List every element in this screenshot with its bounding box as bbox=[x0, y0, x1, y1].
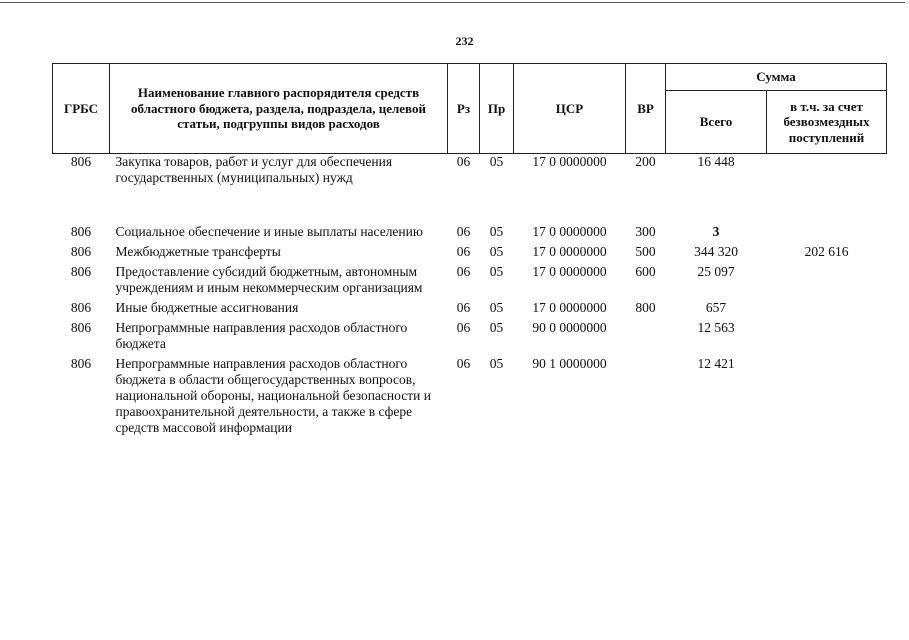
cell-pr: 05 bbox=[489, 154, 504, 169]
cell-csr: 17 0 0000000 bbox=[532, 300, 607, 315]
table-row bbox=[53, 300, 887, 320]
cell-vr: 800 bbox=[635, 300, 656, 315]
cell-pr: 05 bbox=[489, 244, 504, 259]
cell-free bbox=[767, 224, 887, 244]
header-rz: Рз bbox=[448, 64, 480, 154]
budget-table bbox=[52, 63, 887, 436]
header-pr: Пр bbox=[480, 64, 514, 154]
cell-vr: 300 bbox=[635, 224, 656, 239]
cell-rz: 06 bbox=[456, 224, 471, 239]
header-grbs: ГРБС bbox=[53, 64, 110, 154]
cell-total: 344 320 bbox=[694, 244, 738, 259]
cell-rz: 06 bbox=[456, 154, 471, 169]
cell-grbs: 806 bbox=[70, 154, 92, 169]
cell-vr: 500 bbox=[635, 244, 656, 259]
header-sum: Сумма bbox=[666, 64, 887, 91]
cell-csr: 17 0 0000000 bbox=[532, 154, 607, 169]
cell-free: 202 616 bbox=[804, 244, 849, 259]
top-rule bbox=[0, 2, 905, 3]
header-vr: ВР bbox=[626, 64, 666, 154]
cell-name: Предоставление субсидий бюджетным, автономным учреждениям и иным некоммерческим организациям bbox=[115, 264, 423, 295]
cell-vr bbox=[626, 356, 666, 436]
cell-name: Непрограммные направления расходов областного бюджета bbox=[115, 320, 408, 351]
cell-csr: 90 1 0000000 bbox=[532, 356, 607, 371]
table-row bbox=[53, 320, 887, 356]
cell-rz: 06 bbox=[456, 300, 471, 315]
cell-name: Закупка товаров, работ и услуг для обеспечения государственных (муниципальных) нужд bbox=[115, 154, 393, 185]
cell-vr: 200 bbox=[635, 154, 656, 169]
cell-grbs: 806 bbox=[70, 224, 92, 239]
cell-vr bbox=[626, 320, 666, 356]
cell-free bbox=[767, 356, 887, 436]
cell-total: 16 448 bbox=[697, 154, 735, 169]
cell-total: 25 097 bbox=[697, 264, 735, 279]
header-free: в т.ч. за счет безвозмездных поступлений bbox=[767, 91, 887, 154]
cell-grbs: 806 bbox=[70, 264, 92, 279]
cell-free bbox=[767, 154, 887, 225]
cell-grbs: 806 bbox=[70, 244, 92, 259]
cell-rz: 06 bbox=[456, 244, 471, 259]
cell-name: Социальное обеспечение и иные выплаты населению bbox=[115, 224, 423, 239]
table-row bbox=[53, 356, 887, 436]
cell-free bbox=[767, 264, 887, 300]
cell-csr: 17 0 0000000 bbox=[532, 224, 607, 239]
cell-rz: 06 bbox=[456, 320, 471, 335]
cell-total: 12 421 bbox=[697, 356, 735, 371]
cell-csr: 90 0 0000000 bbox=[532, 320, 607, 335]
table-row bbox=[53, 264, 887, 300]
cell-pr: 05 bbox=[489, 356, 504, 371]
page-number: 232 bbox=[455, 34, 474, 48]
cell-rz: 06 bbox=[456, 264, 471, 279]
cell-pr: 05 bbox=[489, 264, 504, 279]
header-csr: ЦСР bbox=[514, 64, 626, 154]
cell-total: 12 563 bbox=[697, 320, 735, 335]
cell-name: Иные бюджетные ассигнования bbox=[115, 300, 299, 315]
cell-csr: 17 0 0000000 bbox=[532, 244, 607, 259]
table-row bbox=[53, 154, 887, 225]
cell-rz: 06 bbox=[456, 356, 471, 371]
cell-csr: 17 0 0000000 bbox=[532, 264, 607, 279]
cell-pr: 05 bbox=[489, 320, 504, 335]
cell-pr: 05 bbox=[489, 224, 504, 239]
cell-free bbox=[767, 320, 887, 356]
table-row bbox=[53, 244, 887, 264]
header-name: Наименование главного распорядителя средств областного бюджета, раздела, подраздела, целевой статьи, подгруппы видов расходов bbox=[110, 64, 448, 154]
cell-total: 3 bbox=[712, 224, 720, 239]
cell-grbs: 806 bbox=[70, 356, 92, 371]
cell-grbs: 806 bbox=[70, 300, 92, 315]
cell-free bbox=[767, 300, 887, 320]
cell-name: Межбюджетные трансферты bbox=[115, 244, 281, 259]
table-row bbox=[53, 224, 887, 244]
cell-vr: 600 bbox=[635, 264, 656, 279]
cell-grbs: 806 bbox=[70, 320, 92, 335]
cell-pr: 05 bbox=[489, 300, 504, 315]
header-total: Всего bbox=[666, 91, 767, 154]
cell-name: Непрограммные направления расходов областного бюджета в области общегосударственных вопросов, национальной обороны, национальной безопасности и правоохранительной деятельности, а также в сфере средств массовой информации bbox=[115, 356, 431, 435]
cell-total: 657 bbox=[705, 300, 727, 315]
